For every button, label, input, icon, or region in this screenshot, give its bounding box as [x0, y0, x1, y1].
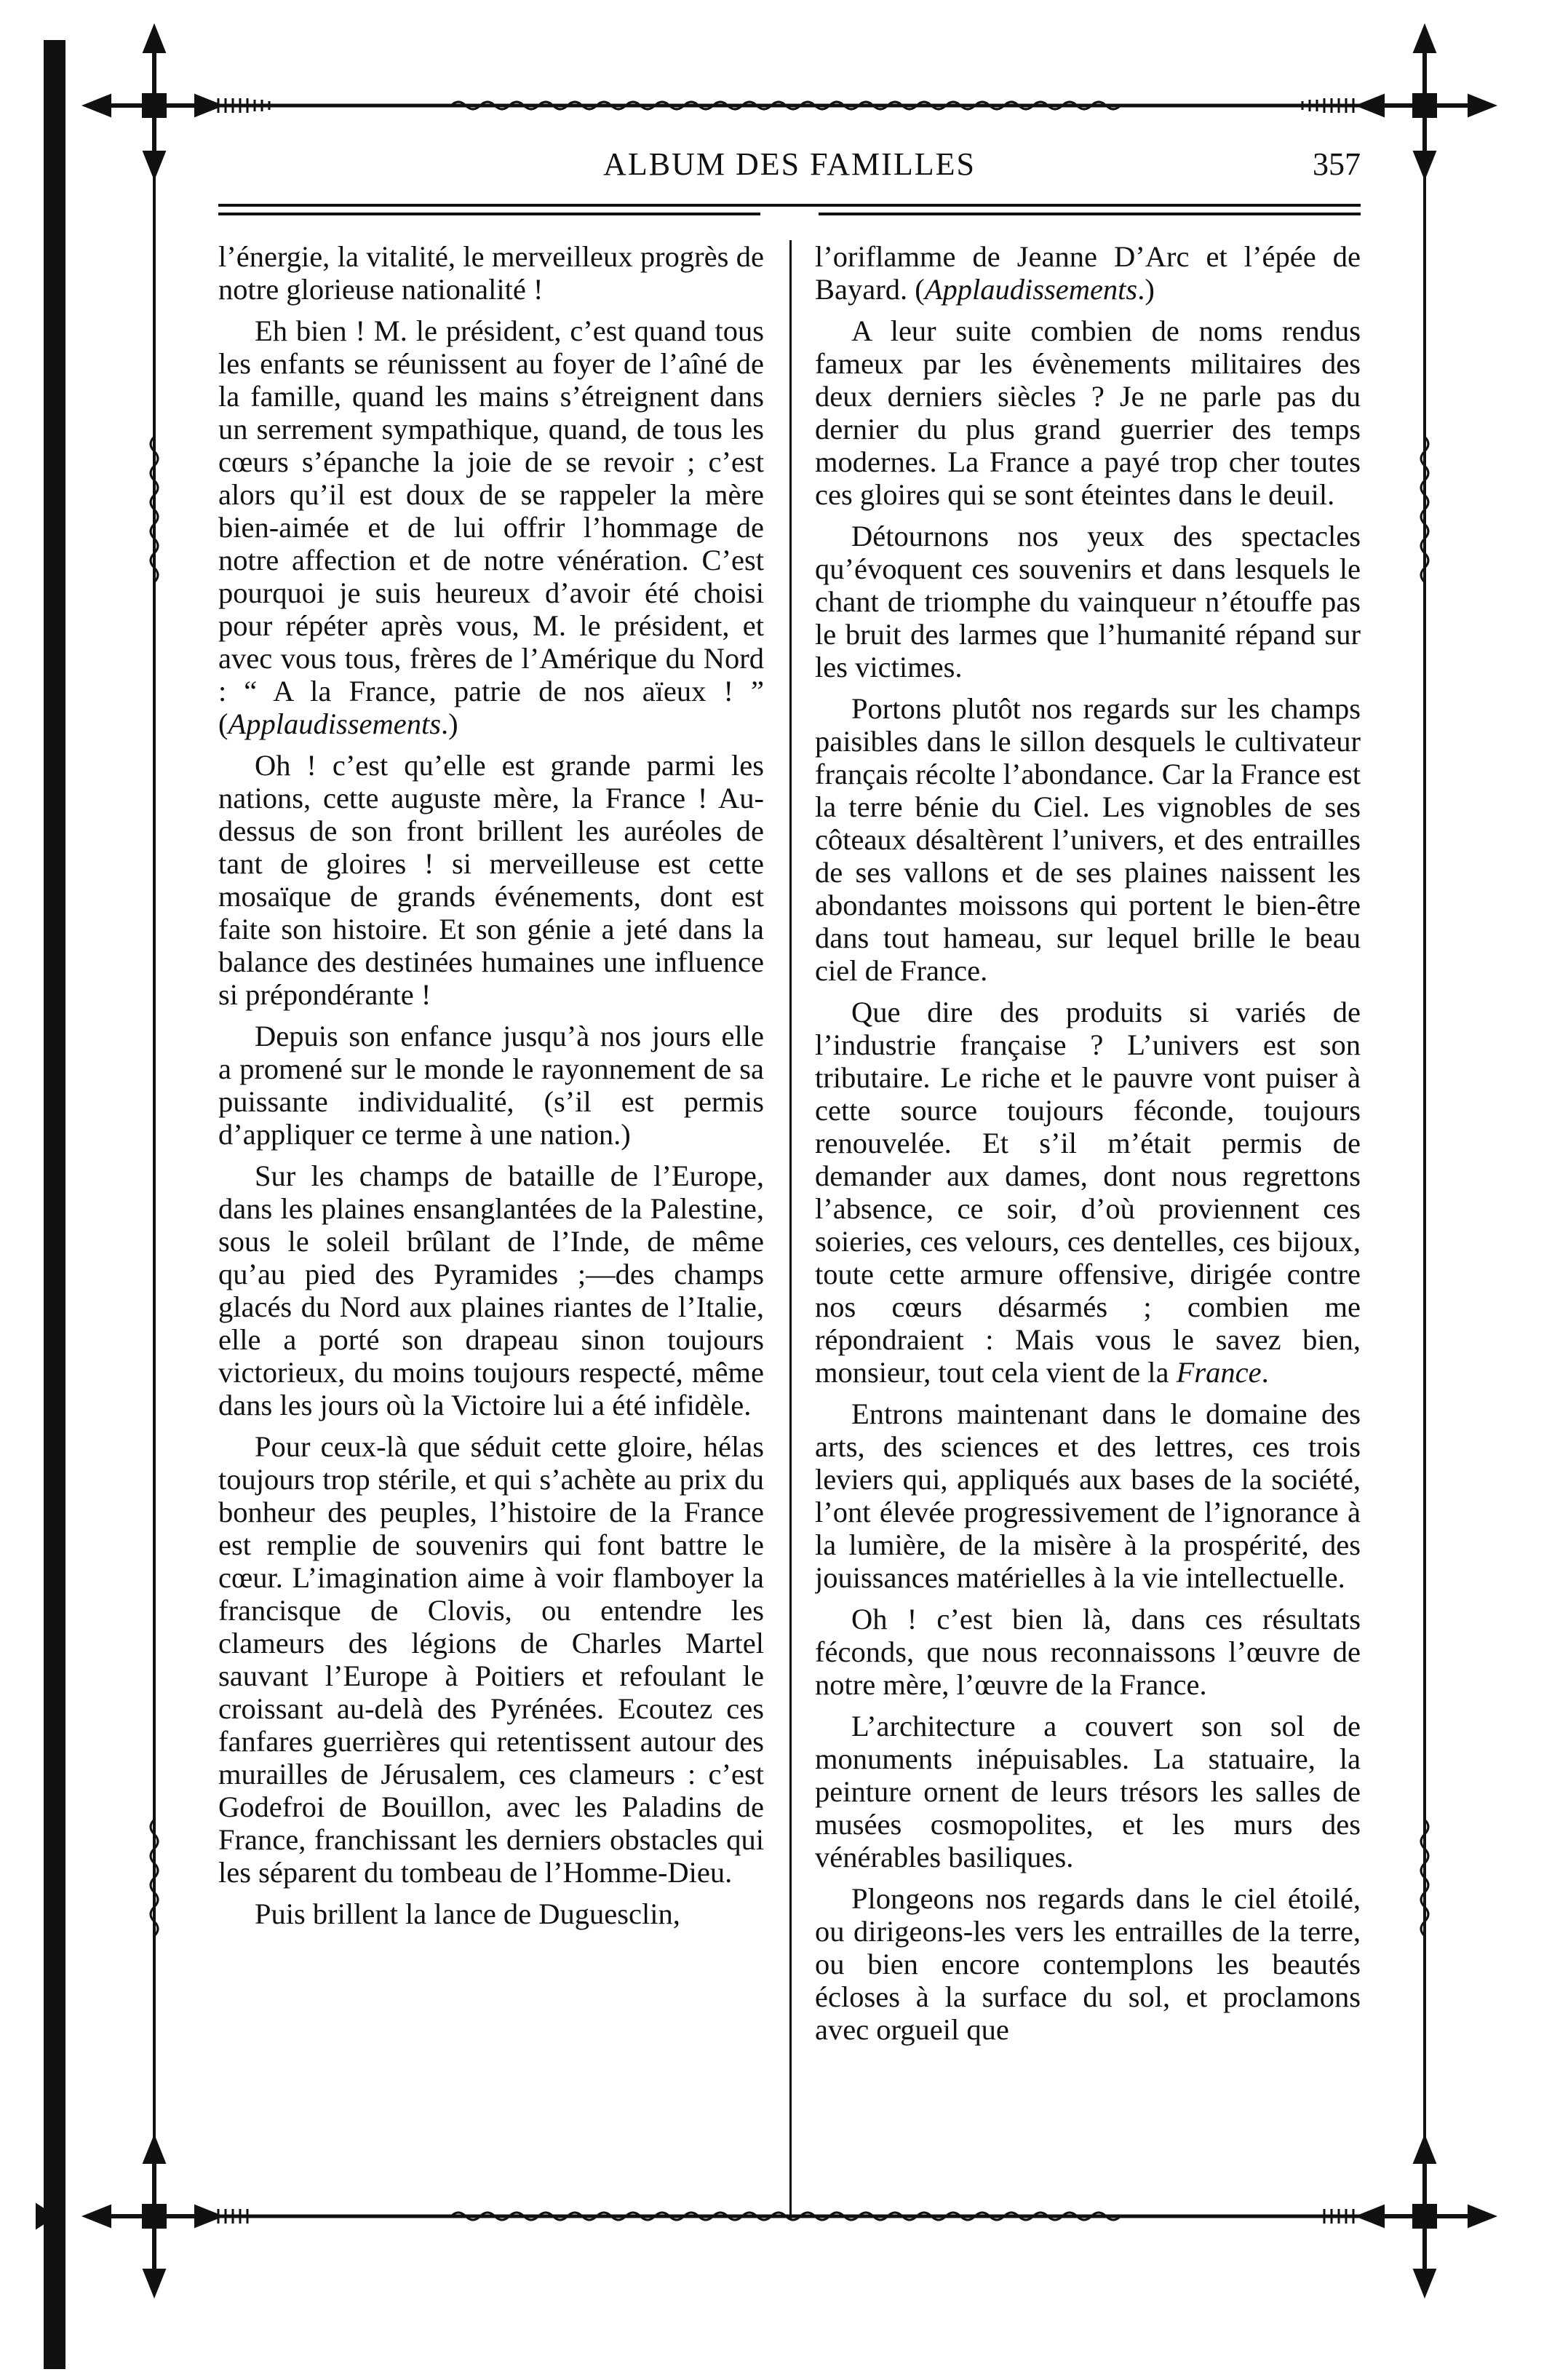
running-title: ALBUM DES FAMILLES — [603, 146, 976, 182]
text-run: Eh bien ! M. le président, c’est quand tous les enfants se réunissent au foyer de l’aîné de la famille, quand les mains s’étreignent dans un serrement sympathique, quand, de tous les cœurs s’épanche la joie de se revoir ; c’est alors qu’il est doux de se rappeler la mère bien-aimée et de lui offrir l’hommage de notre affection et de notre vénération. C’est pourquoi je suis heureux d’avoir été choisi pour répéter après vous, M. le président, et avec vous tous, frères de l’Amérique du Nord : “ A la France, patrie de nos aïeux ! ” ( — [218, 314, 764, 740]
text-run: .) — [1137, 273, 1155, 306]
column-divider — [789, 240, 792, 2220]
italic-text: Applaudissements — [228, 707, 441, 740]
paragraph — [815, 996, 1361, 1389]
text-run: Sur les champs de bataille de l’Europe, dans les plaines ensanglantées de la Palestine, sous le soleil brûlant de l’Inde, de même qu’au pied des Pyramides ;—des champs glacés du Nord aux plaines riantes de l’Italie, elle a porté son drapeau sinon toujours victorieux, du moins toujours respecté, même dans les jours où la Victoire lui a été infidèle. — [218, 1159, 764, 1421]
header-rule-right — [819, 213, 1361, 215]
paragraph — [218, 1897, 764, 1930]
text-run: L’architecture a couvert son sol de monuments inépuisables. La statuaire, la peinture ornent de leurs trésors les salles de musées cosmopolites, et les murs des vénérables basiliques. — [815, 1710, 1361, 1873]
text-run: Plongeons nos regards dans le ciel étoilé, ou dirigeons-les vers les entrailles de la terre, ou bien encore contemplons les beautés écloses à la surface du sol, et proclamons avec orgueil que — [815, 1882, 1361, 2046]
paragraph — [815, 1603, 1361, 1701]
text-run: l’oriflamme de Jeanne D’Arc et l’épée de Bayard. ( — [815, 240, 1361, 306]
left-column — [218, 240, 764, 2220]
text-columns — [218, 240, 1361, 2220]
page-header — [218, 146, 1361, 189]
corner-bottom-right-ornament — [1361, 2140, 1492, 2293]
text-run: .) — [440, 707, 458, 740]
text-run: . — [1261, 1356, 1269, 1389]
text-run: Détournons nos yeux des spectacles qu’évoquent ces souvenirs et dans lesquels le chant de triomphe du vainqueur n’étouffe pas le bruit des larmes que l’humanité répand sur les victimes. — [815, 520, 1361, 683]
paragraph — [815, 692, 1361, 987]
text-run: Oh ! c’est qu’elle est grande parmi les nations, cette auguste mère, la France ! Au-dessus de son front brillent les auréoles de tant de gloires ! si merveilleuse est cette mosaïque de grands événements, dont est faite son histoire. Et son génie a jeté dans la balance des destinées humaines une influence si prépondérante ! — [218, 749, 764, 1011]
text-run: Portons plutôt nos regards sur les champs paisibles dans le sillon desquels le cultivateur français récolte l’abondance. Car la France est la terre bénie du Ciel. Les vignobles de ses côteaux désaltèrent l’univers, et des entrailles de ses vallons et de ses plaines naissent les abondantes moissons qui portent le bien-être dans tout hameau, sur lequel brille le beau ciel de France. — [815, 692, 1361, 987]
paragraph — [218, 240, 764, 306]
paragraph — [815, 240, 1361, 306]
header-rule-top — [218, 204, 1361, 207]
italic-text: Applaudissements — [924, 273, 1138, 306]
page-number: 357 — [1313, 146, 1361, 182]
corner-top-right-ornament — [1361, 29, 1492, 175]
paragraph — [218, 1020, 764, 1151]
header-rule-left — [218, 213, 760, 215]
paragraph — [815, 520, 1361, 683]
text-run: Pour ceux-là que séduit cette gloire, hélas toujours trop stérile, et qui s’achète au prix du bonheur des peuples, l’histoire de la France est remplie de souvenirs qui font battre le cœur. L’imagination aime à voir flamboyer la francisque de Clovis, ou entendre les clameurs des légions de Charles Martel sauvant l’Europe à Poitiers et refoulant le croissant au-delà des Pyrénées. Ecoutez ces fanfares guerrières qui retentissent autour des murailles de Jérusalem, ces clameurs : c’est Godefroi de Bouillon, avec les Paladins de France, franchissant les derniers obstacles qui les séparent du tombeau de l’Homme-Dieu. — [218, 1430, 764, 1889]
text-run: Entrons maintenant dans le domaine des arts, des sciences et des lettres, ces trois leviers qui, appliqués aux bases de la société, l’ont élevée progressivement de l’ignorance à la lumière, de la misère à la prospérité, des jouissances matérielles à la vie intellectuelle. — [815, 1397, 1361, 1594]
text-run: Que dire des produits si variés de l’industrie française ? L’univers est son tributaire. Le riche et le pauvre vont puiser à cette source toujours féconde, toujours renouvelée. Et s’il m’était permis de demander aux dames, dont nous regrettons l’absence, ce soir, d’où proviennent ces soieries, ces velours, ces dentelles, ces bijoux, toute cette armure offensive, dirigée contre nos cœurs désarmés ; combien me répondraient : Mais vous le savez bien, monsieur, tout cela vient de la — [815, 996, 1361, 1389]
corner-top-left-ornament — [87, 29, 218, 175]
text-run: Puis brillent la lance de Duguesclin, — [255, 1897, 680, 1930]
right-column — [815, 240, 1361, 2220]
paragraph — [815, 314, 1361, 511]
paragraph — [815, 1882, 1361, 2046]
text-run: l’énergie, la vitalité, le merveilleux progrès de notre glorieuse nationalité ! — [218, 240, 764, 306]
paragraph — [218, 1159, 764, 1421]
top-wave-ornament — [451, 102, 1121, 109]
paragraph — [218, 314, 764, 740]
corner-bottom-left-ornament — [87, 2140, 218, 2293]
text-run: Depuis son enfance jusqu’à nos jours elle a promené sur le monde le rayonnement de sa puissante individualité, (s’il est permis d’appliquer ce terme à une nation.) — [218, 1020, 764, 1151]
text-run: Oh ! c’est bien là, dans ces résultats féconds, que nous reconnaissons l’œuvre de notre mère, l’œuvre de la France. — [815, 1603, 1361, 1701]
margin-marker — [38, 2207, 52, 2226]
paragraph — [218, 749, 764, 1011]
italic-text: France — [1176, 1356, 1262, 1389]
text-run: A leur suite combien de noms rendus fameux par les évènements militaires des deux derniers siècles ? Je ne parle pas du dernier du plus grand guerrier des temps modernes. La France a payé trop cher toutes ces gloires qui se sont éteintes dans le deuil. — [815, 314, 1361, 511]
paragraph — [815, 1710, 1361, 1873]
paragraph — [218, 1430, 764, 1889]
paragraph — [815, 1397, 1361, 1594]
